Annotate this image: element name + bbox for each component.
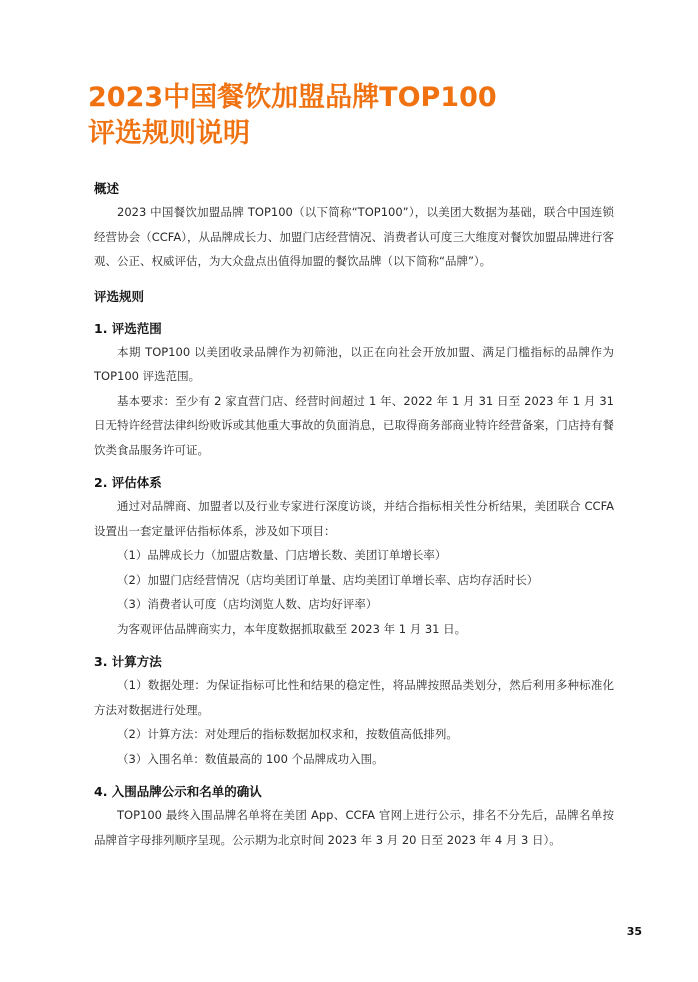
system-item-3: （3）消费者认可度（店均浏览人数、店均好评率） bbox=[117, 597, 378, 611]
title-line-1: 2023中国餐饮加盟品牌TOP100 bbox=[88, 82, 497, 113]
overview-heading: 概述 bbox=[94, 181, 120, 196]
system-item-2: （2）加盟门店经营情况（店均美团订单量、店均美团订单增长率、店均存活时长） bbox=[117, 572, 539, 587]
method-item-2: （2）计算方法：对处理后的指标数据加权求和，按数值高低排列。 bbox=[117, 727, 458, 741]
method-heading: 3. 计算方法 bbox=[94, 654, 162, 669]
method-item-1: （1）数据处理：为保证指标可比性和结果的稳定性，将品牌按照品类划分，然后利用多种标准化方法对数据进行处理。 bbox=[94, 678, 614, 717]
method-item-3: （3）入围名单：数值最高的 100 个品牌成功入围。 bbox=[117, 751, 384, 766]
confirm-paragraph: TOP100 最终入围品牌名单将在美团 App、CCFA 官网上进行公示，排名不分先后，品牌名单按品牌首字母排列顺序呈现。公示期为北京时间 2023 年 3 月 20 日至 2023 年 4 月 3 日）。 bbox=[94, 808, 614, 847]
title-line-2: 评选规则说明 bbox=[88, 118, 250, 149]
system-paragraph-1: 通过对品牌商、加盟者以及行业专家进行深度访谈，并结合指标相关性分析结果，美团联合 CCFA 设置出一套定量评估指标体系，涉及如下项目： bbox=[94, 499, 614, 538]
page-title bbox=[88, 80, 497, 152]
rules-heading: 评选规则 bbox=[94, 288, 145, 304]
system-paragraph-2: 为客观评估品牌商实力，本年度数据抓取截至 2023 年 1 月 31 日。 bbox=[117, 621, 467, 636]
confirm-heading: 4. 入围品牌公示和名单的确认 bbox=[94, 784, 262, 799]
document-body bbox=[94, 178, 614, 852]
scope-heading: 1. 评选范围 bbox=[94, 320, 162, 336]
scope-paragraph-1: 本期 TOP100 以美团收录品牌作为初筛池，以正在向社会开放加盟、满足门槛指标的品牌作为 TOP100 评选范围。 bbox=[94, 344, 614, 383]
overview-paragraph: 2023 中国餐饮加盟品牌 TOP100（以下简称“TOP100”），以美团大数据为基础，联合中国连锁经营协会（CCFA），从品牌成长力、加盟门店经营情况、消费者认可度三大维度对餐饮加盟品牌进行客观、公正、权威评估，为大众盘点出值得加盟的餐饮品牌（以下简称“品牌”）。 bbox=[94, 205, 614, 268]
page-number: 35 bbox=[626, 925, 642, 938]
system-heading: 2. 评估体系 bbox=[94, 475, 162, 490]
system-item-1: （1）品牌成长力（加盟店数量、门店增长数、美团订单增长率） bbox=[117, 548, 447, 562]
scope-paragraph-2: 基本要求：至少有 2 家直营门店、经营时间超过 1 年、2022 年 1 月 31 日至 2023 年 1 月 31 日无特许经营法律纠纷败诉或其他重大事故的负面消息，已取得商务部商业特许经营备案，门店持有餐饮类食品服务许可证。 bbox=[94, 393, 614, 457]
